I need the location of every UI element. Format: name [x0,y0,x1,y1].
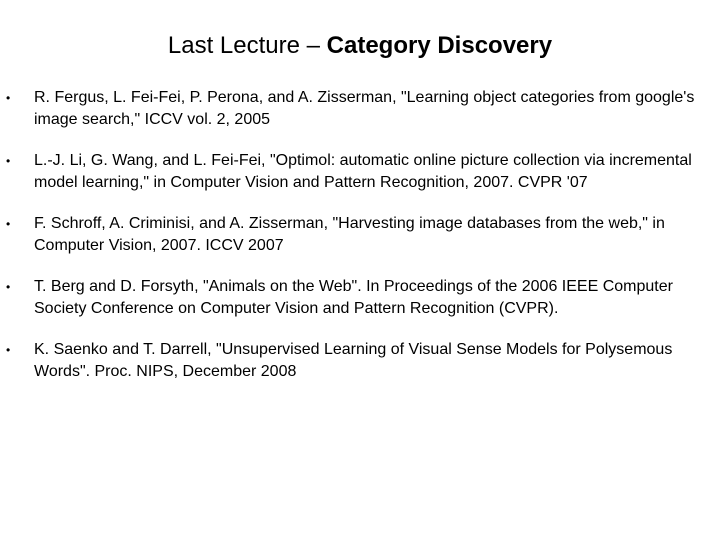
slide-title [0,31,720,61]
reference-item [0,339,720,383]
bullet-icon: • [6,91,11,105]
bullet-icon: • [6,217,11,231]
slide-title-topic: Category Discovery [326,32,553,59]
bullet-icon: • [6,154,11,168]
reference-item [0,87,720,131]
reference-text: K. Saenko and T. Darrell, "Unsupervised Learning of Visual Sense Models for Polysemous Words". Proc. NIPS, December 2008 [34,341,673,380]
slide-title-prefix: Last Lecture – [167,32,327,59]
reference-item [0,213,720,257]
reference-item [0,150,720,194]
bullet-icon: • [6,343,11,357]
bullet-icon: • [6,280,11,294]
reference-item [0,276,720,320]
reference-list [0,87,720,402]
reference-text: R. Fergus, L. Fei-Fei, P. Perona, and A. Zisserman, "Learning object categories from google's image search," ICCV vol. 2, 2005 [34,89,695,128]
reference-text: F. Schroff, A. Criminisi, and A. Zisserman, "Harvesting image databases from the web," in Computer Vision, 2007. ICCV 2007 [34,215,665,254]
reference-text: L.-J. Li, G. Wang, and L. Fei-Fei, "Optimol: automatic online picture collection via incremental model learning," in Computer Vision and Pattern Recognition, 2007. CVPR '07 [34,152,692,191]
reference-text: T. Berg and D. Forsyth, "Animals on the Web". In Proceedings of the 2006 IEEE Computer Society Conference on Computer Vision and Pattern Recognition (CVPR). [34,278,673,317]
